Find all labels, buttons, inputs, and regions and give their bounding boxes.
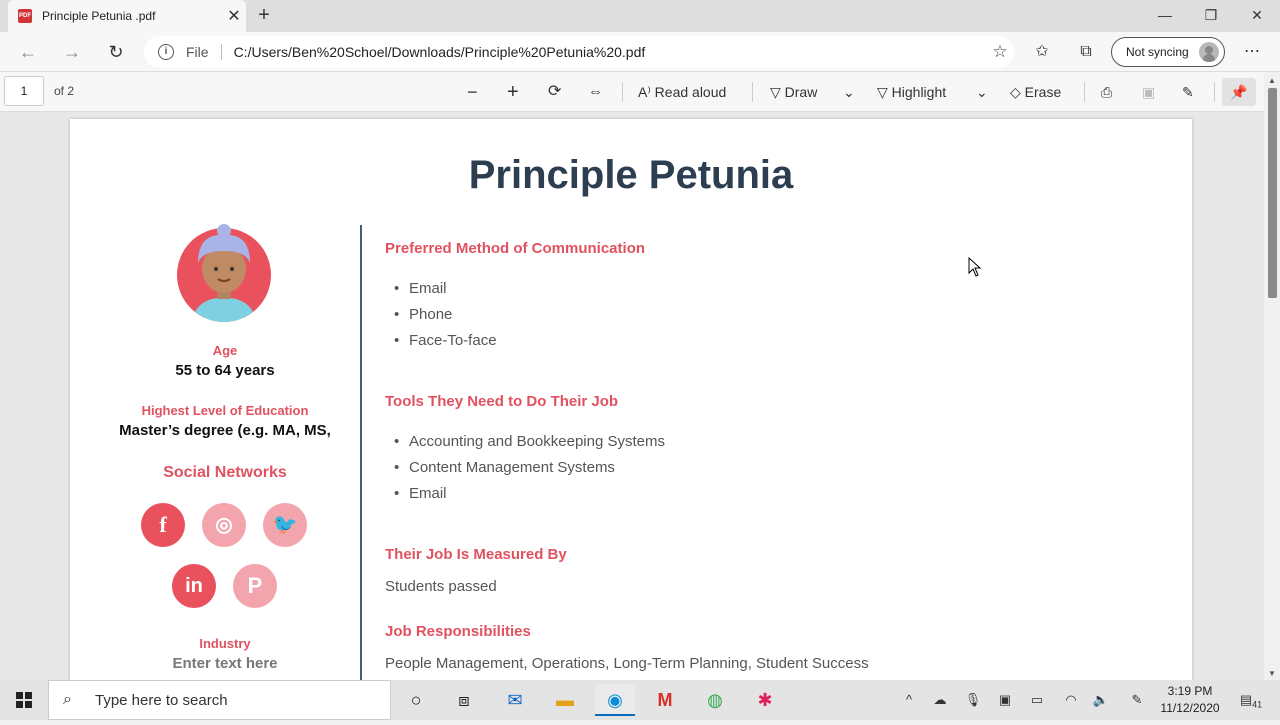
zoom-out-icon[interactable]: − [467, 82, 478, 102]
read-aloud-label: Read aloud [654, 84, 727, 100]
search-icon: ⌕ [63, 691, 72, 708]
tab-title: Principle Petunia .pdf [42, 9, 156, 23]
social-networks-label: Social Networks [163, 464, 287, 481]
microphone-icon[interactable]: 🎙 [964, 692, 982, 707]
education-value: Master’s degree (e.g. MA, MS, [119, 422, 331, 439]
pdf-file-icon: PDF [18, 9, 32, 23]
pdf-page [70, 119, 1192, 680]
draw-label: Draw [784, 84, 818, 100]
highlight-label: Highlight [891, 84, 947, 100]
back-button[interactable]: ← [19, 42, 37, 62]
notification-center-icon[interactable]: $▤_{41}$ [1239, 692, 1263, 710]
erase-label: Erase [1024, 84, 1062, 100]
search-placeholder: Type here to search [95, 691, 228, 709]
linkedin-icon[interactable]: in [172, 564, 216, 608]
scroll-down-icon[interactable]: ▼ [1268, 669, 1276, 678]
page-count: of 2 [54, 84, 75, 98]
draw-dropdown-chevron-icon[interactable]: ⌄ [843, 84, 855, 100]
onedrive-cloud-icon[interactable]: ☁ [933, 692, 947, 707]
restore-button[interactable]: ❐ [1204, 7, 1218, 23]
pdf-viewer[interactable] [0, 112, 1264, 680]
industry-value: Enter text here [172, 655, 278, 672]
collections-icon[interactable]: ⧉ [1080, 43, 1092, 60]
mouse-cursor-icon [968, 257, 982, 277]
rotate-icon[interactable]: ⟳ [548, 83, 562, 100]
instagram-icon[interactable]: ◎ [202, 503, 246, 547]
list-item: • Email [409, 485, 447, 502]
read-aloud-button[interactable] [638, 78, 726, 106]
new-tab-button[interactable]: + [258, 4, 270, 26]
windows-start-icon[interactable] [0, 680, 48, 720]
taskbar-search-box[interactable] [48, 680, 391, 720]
measured-value: Students passed [385, 578, 497, 595]
browser-tab[interactable] [8, 0, 246, 32]
print-icon[interactable]: ⎙ [1101, 84, 1113, 100]
read-aloud-icon: A⁾ [638, 84, 655, 100]
toolbar-divider [622, 82, 623, 102]
facebook-icon[interactable]: f [141, 503, 185, 547]
favorites-icon[interactable]: ✩ [1035, 43, 1049, 60]
toolbar-divider [1084, 82, 1085, 102]
clock-time: 3:19 PM [1167, 684, 1213, 698]
highlight-icon: ▽ [877, 84, 892, 100]
list-item: • Face-To-face [409, 332, 497, 349]
draw-icon: ▽ [770, 84, 785, 100]
tools-heading: Tools They Need to Do Their Job [385, 393, 619, 410]
info-icon[interactable]: i [158, 44, 174, 60]
address-bar-row [0, 32, 1280, 72]
slack-icon[interactable]: ✱ [757, 690, 773, 710]
scrollbar-thumb[interactable] [1268, 88, 1277, 298]
highlight-dropdown-chevron-icon[interactable]: ⌄ [976, 84, 988, 100]
show-hidden-icons-chevron-icon[interactable]: ^ [905, 692, 913, 707]
scroll-up-icon[interactable]: ▲ [1268, 76, 1276, 85]
mail-icon[interactable]: ✉ [507, 690, 523, 710]
fit-page-icon[interactable]: ⇔ [588, 83, 603, 100]
communication-heading: Preferred Method of Communication [385, 240, 646, 257]
list-item: • Phone [409, 306, 452, 323]
settings-more-icon[interactable]: ⋯ [1244, 43, 1260, 60]
erase-button[interactable] [1010, 78, 1061, 106]
refresh-button[interactable]: ↻ [108, 42, 124, 62]
persona-avatar [176, 223, 272, 323]
save-icon[interactable]: ▣ [1142, 84, 1156, 100]
url-text[interactable]: C:/Users/Ben%20Schoel/Downloads/Principle%20Petunia%20.pdf [233, 44, 646, 60]
highlight-button[interactable] [877, 78, 946, 106]
measured-heading: Their Job Is Measured By [385, 546, 567, 563]
responsibilities-heading: Job Responsibilities [385, 623, 531, 640]
profile-avatar-icon [1199, 42, 1219, 62]
close-window-button[interactable]: ✕ [1251, 7, 1263, 23]
list-item: • Accounting and Bookkeeping Systems [409, 433, 665, 450]
sync-status-label: Not syncing [1126, 45, 1189, 59]
chrome-icon[interactable]: ◍ [707, 690, 723, 710]
page-number-input[interactable]: 1 [4, 76, 44, 106]
browser-title-bar [0, 0, 1280, 32]
draw-button[interactable] [770, 78, 817, 106]
volume-icon[interactable]: 🔈 [1092, 692, 1110, 707]
education-label: Highest Level of Education [141, 403, 309, 418]
list-item: • Content Management Systems [409, 459, 615, 476]
list-item: • Email [409, 280, 447, 297]
toolbar-divider [1214, 82, 1215, 102]
notification-count: 41 [1252, 699, 1263, 710]
meet-now-icon[interactable]: ▣ [998, 692, 1012, 707]
eraser-icon: ◇ [1010, 84, 1025, 100]
windows-taskbar [0, 680, 1280, 720]
pdf-toolbar [0, 72, 1280, 112]
cortana-icon[interactable]: ○ [410, 690, 422, 710]
responsibilities-value: People Management, Operations, Long-Term Planning, Student Success [385, 655, 869, 672]
age-value: 55 to 64 years [175, 362, 275, 379]
vertical-scrollbar[interactable] [1264, 72, 1280, 680]
clock-date: 11/12/2020 [1160, 701, 1220, 715]
address-bar[interactable] [144, 36, 1014, 68]
persona-title: Principle Petunia [468, 153, 794, 197]
forward-button[interactable]: → [63, 42, 81, 62]
system-clock[interactable] [1150, 683, 1230, 717]
pen-workspace-icon[interactable]: ✎ [1131, 692, 1143, 707]
favorite-star-icon[interactable]: ☆ [992, 42, 1008, 61]
save-as-icon[interactable]: ✎ [1182, 84, 1194, 100]
edge-browser-icon[interactable]: ◉ [595, 684, 635, 716]
close-tab-icon[interactable]: ✕ [227, 8, 241, 25]
file-scheme-label: File [186, 44, 222, 60]
minimize-button[interactable]: — [1158, 7, 1172, 23]
zoom-in-icon[interactable]: + [507, 81, 519, 103]
industry-label: Industry [199, 636, 251, 651]
battery-icon[interactable]: ▭ [1030, 692, 1044, 707]
profile-sync-button[interactable] [1111, 37, 1225, 67]
column-divider [360, 225, 362, 680]
toolbar-divider [752, 82, 753, 102]
file-explorer-icon[interactable]: ▬ [556, 690, 574, 710]
age-label: Age [212, 343, 238, 358]
twitter-icon[interactable]: 🐦 [263, 503, 307, 547]
gmail-icon[interactable]: M [657, 690, 673, 710]
wifi-icon[interactable]: ◠ [1065, 692, 1077, 707]
task-view-icon[interactable]: ⧈ [458, 690, 470, 710]
pinterest-icon[interactable]: P [233, 564, 277, 608]
pin-toolbar-icon[interactable]: 📌 [1222, 78, 1256, 106]
